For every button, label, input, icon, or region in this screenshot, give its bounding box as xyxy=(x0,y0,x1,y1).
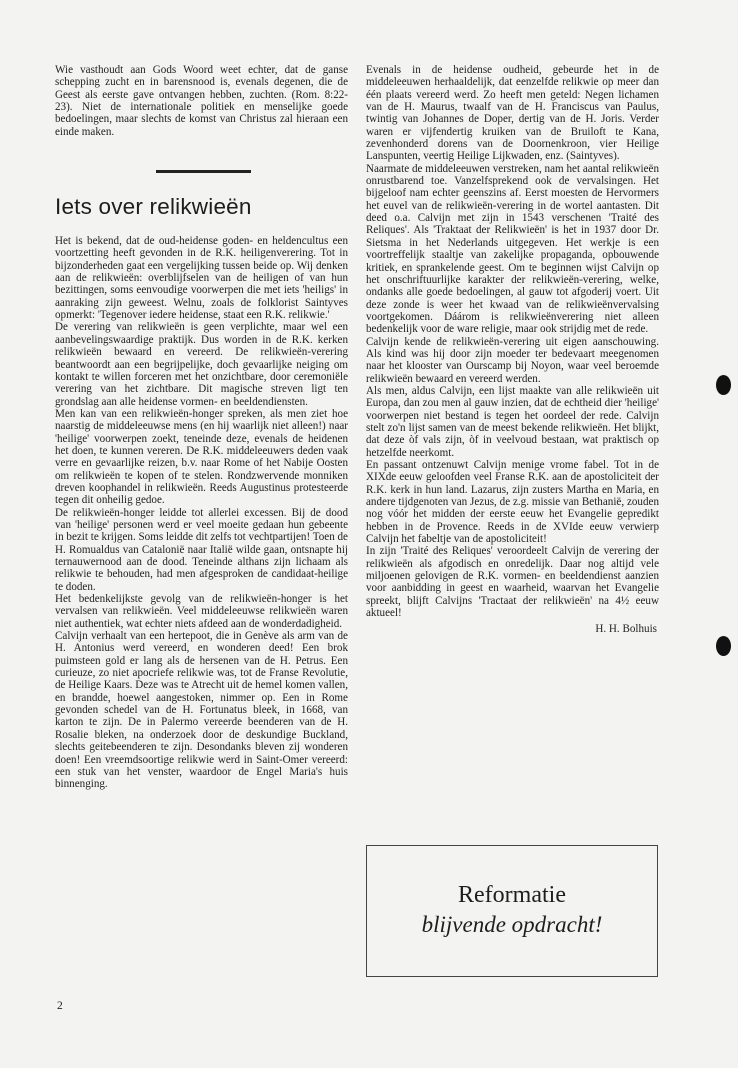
body-paragraph: Naarmate de middeleeuwen verstreken, nam het aantal relikwieën onrustbarend toe. Vanzelfsprekend ook de vervalsingen. Het bijgeloof nam echter geenszins af. Eerst moesten de Hervormers het euvel van de relikwieën-verering in de wortel aantasten. Dit deed o.a. Calvijn met zijn in 1543 verschenen 'Traité des Reliques'. Als 'Traktaat der Relikwieën' is het in 1937 door Dr. Sietsma in het Nederlands uitgegeven. Het werkje is een voortreffelijk staaltje van zakelijke propaganda, opbouwende kritiek, en sprankelende geest. Om te beginnen wijst Calvijn op het onschriftuurlijke karakter der relikwieën-verering, welke, ondanks alle goede bedoelingen, al gauw tot afgoderij voert. Uit deze zonde is weer het kwaad van de relikwieënvervalsing voortgekomen. Dáárom is relikwieënverering niet alleen bedenkelijk voor de ware religie, maar ook strijdig met de rede. xyxy=(366,162,659,336)
intro-paragraph: Wie vasthoudt aan Gods Woord weet echter, dat de ganse schepping zucht en in barensnood is, evenals degenen, die de Geest als eerste gave ontvangen hebben, zuchten. (Rom. 8:22-23). Niet de internationale politiek en menselijke goede bedoelingen, maar slechts de komst van Christus zal hieraan een einde maken. xyxy=(55,64,348,138)
body-paragraph: Evenals in de heidense oudheid, gebeurde het in de middeleeuwen herhaaldelijk, dat eenzelfde relikwie op meer dan één plaats vereerd werd. Zo heeft men geteld: Negen lichamen van de H. Maurus, twaalf van de H. Franciscus van Paulus, twintig van Johannes de Doper, dertig van de H. Joris. Verder waren er vijfendertig kruiken van de Bruiloft te Kana, zevenhonderd dorens van de Doornenkroon, vier Heilige Lanspunten, veertig Heilige Lijkwaden, enz. (Saintyves). xyxy=(366,64,659,163)
body-paragraph: Het bedenkelijkste gevolg van de relikwieën-honger is het vervalsen van relikwieën. Veel middeleeuwse relikwieën waren niet authentiek, wat echter niets afdeed aan de wonderdadigheid. xyxy=(55,593,348,630)
author-signature: H. H. Bolhuis xyxy=(595,623,657,636)
left-column xyxy=(55,64,348,791)
body-paragraph: Calvijn kende de relikwieën-verering uit eigen aanschouwing. Als kind was hij door zijn moeder ter bedevaart meegenomen naar het klooster van Ourscamp bij Noyon, waar veel beroemde relikwieën bewaard en vereerd werden. xyxy=(366,335,659,385)
box-title: Reformatie xyxy=(458,882,566,908)
body-paragraph: Men kan van een relikwieën-honger spreken, als men ziet hoe naarstig de middeleeuwse mens (en hij waarlijk niet alleen!) naar 'heilige' voorwerpen zoekt, teneinde deze, evenals de heidenen het doen, te kunnen vereren. De R.K. middeleeuwers deden vaak verre en gevaarlijke reizen, b.v. naar Rome of het Nabije Oosten om relikwieën te kopen of te stelen. Rondzwervende monniken dreven koophandel in relikwieën. Reeds Augustinus protesteerde tegen dit onheilig gedoe. xyxy=(55,407,348,507)
body-paragraph: De relikwieën-honger leidde tot allerlei excessen. Bij de dood van 'heilige' personen werd er veel moeite gedaan hun gebeente in bezit te krijgen. Soms leidde dit zelfs tot vechtpartijen! Toen de H. Romualdus van Catalonië naar Italië wilde gaan, ontsnapte hij ternauwernood aan de dood. Teneinde althans zijn lichaam als relikwie te behouden, had men afgesproken de candidaat-heilige te doden. xyxy=(55,506,348,593)
punch-hole xyxy=(716,375,731,395)
article-title: Iets over relikwieën xyxy=(55,194,252,220)
section-divider xyxy=(156,170,251,173)
body-paragraph: De verering van relikwieën is geen verplichte, maar wel een aanbevelingswaardige praktijk. Dus worden in de R.K. kerken relikwieën bewaard en vereerd. De relikwieën-verering beantwoordt aan een begrijpelijke, doch gevaarlijke neiging om kontakt te willen forceren met het onzichtbare, door ceremoniële verering van het zichtbare. Dit magische streven ligt ten grondslag aan alle heidense vormen- en beeldendiensten. xyxy=(55,321,348,408)
body-paragraph: En passant ontzenuwt Calvijn menige vrome fabel. Tot in de XIXde eeuw geloofden veel Franse R.K. aan de apostoliciteit der R.K. kerk in hun land. Lazarus, zijn zusters Martha en Maria, en andere tijdgenoten van Jezus, de z.g. missie van Bethanië, zouden nog vóór het midden der eerste eeuw het Evangelie gepredikt hebben in de Provence. Reeds in de XVIde eeuw verwierp Calvijn het fabeltje van de apostoliciteit! xyxy=(366,459,659,546)
reformatie-box xyxy=(366,845,658,977)
body-paragraph: Calvijn verhaalt van een hertepoot, die in Genève als arm van de H. Antonius werd vereerd, en wonderen deed! Een brok puimsteen gold er lang als de hersenen van de H. Petrus. Een curieuze, zo niet apocriefe relikwie was, tot de Franse Revolutie, de Heilige Kaars. Deze was te Atrecht uit de hemel komen vallen, en brandde, hoewel aangestoken, nimmer op. Een in Rome gevonden schedel van de H. Fortunatus bleek, in 1668, van karton te zijn. De in Palermo vereerde beenderen van de H. Rosalie bleken, na onderzoek door de deskundige Buckland, slechts geitebeenderen te zijn. Desondanks bleven zij wonderen doen! Een vreemdsoortige relikwie werd in Saint-Omer vereerd: een stuk van het venster, waardoor de Engel Maria's huis binnenging. xyxy=(55,630,348,791)
box-subtitle: blijvende opdracht! xyxy=(421,912,603,937)
right-column xyxy=(366,64,659,636)
body-paragraph: Als men, aldus Calvijn, een lijst maakte van alle relikwieën uit Europa, dan zou men al gauw inzien, dat de echtheid dier 'heilige' voorwerpen niet bestand is tegen het oordeel der rede. Calvijn stelt zo'n lijst samen van de meest bekende relikwieën. Het blijkt, dat deze òf vals zijn, òf in veelvoud bestaan, wat praktisch op hetzelfde neerkomt. xyxy=(366,384,659,459)
body-paragraph: Het is bekend, dat de oud-heidense goden- en heldencultus een voortzetting heeft gevonden in de R.K. heiligenverering. Tot in bijzonderheden gaat een vergelijking tussen beide op. Wij denken aan de relikwieën: overblijfselen van de heiligen of van hun bezittingen, soms eenvoudige voorwerpen die met iets 'heiligs' in aanraking zijn geweest. Welnu, zoals de folklorist Saintyves opmerkt: 'Tegenover iedere heidense, staat een R.K. relikwie.' xyxy=(55,235,348,322)
punch-hole xyxy=(716,636,731,656)
body-paragraph: In zijn 'Traité des Reliques' veroordeelt Calvijn de verering der relikwieën als afgodisch en onredelijk. Daar nog altijd vele miljoenen gelovigen de R.K. vormen- en beeldendienst aanzien voor aanbidding in geest en waarheid, waarvan het Evangelie spreekt, blijft Calvijns 'Tractaat der relikwieën' na 4½ eeuw aktueel! xyxy=(366,545,659,620)
page-number: 2 xyxy=(57,1000,63,1012)
